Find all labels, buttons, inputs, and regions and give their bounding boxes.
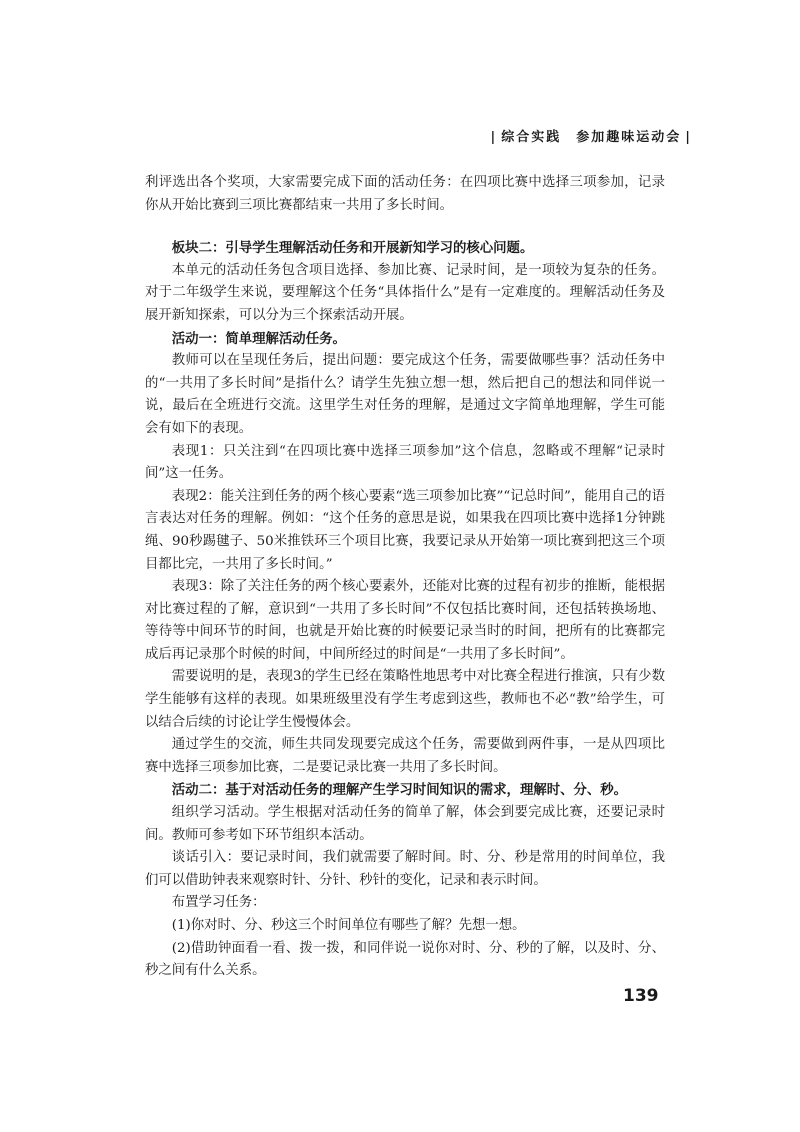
paragraph: 教师可以在呈现任务后，提出问题：要完成这个任务，需要做哪些事？活动任务中的“一共用了多长时间”是指什么？请学生先独立想一想，然后把自己的想法和同伴说一说，最后在全班进行交流。这里学生对任务的理解，是通过文字简单地理解，学生可能会有如下的表现。 [145, 353, 665, 436]
header-title: 综合实践 参加趣味运动会 [501, 130, 682, 145]
paragraph: 表现3：除了关注任务的两个核心要素外，还能对比赛的过程有初步的推断，能根据对比赛过程的了解，意识到“一共用了多长时间”不仅包括比赛时间，还包括转换场地、等待等中间环节的时间，也就是开始比赛的时候要记录当时的时间，把所有的比赛都完成后再记录那个时候的时间，中间所经过的时间是“一共用了多长时间”。 [145, 579, 665, 662]
header-right-bar: | [685, 130, 692, 145]
paragraph-continuation: 利评选出各个奖项，大家需要完成下面的活动任务：在四项比赛中选择三项参加，记录你从开始比赛到三项比赛都结束一共用了多长时间。 [145, 175, 665, 213]
section-gap [145, 217, 665, 237]
activity-heading: 活动一：简单理解活动任务。 [171, 330, 346, 347]
page-number: 139 [623, 986, 659, 1006]
activity-heading: 活动二：基于对活动任务的理解产生学习时间知识的需求，理解时、分、秒。 [171, 782, 628, 799]
header-left-bar: | [490, 130, 498, 145]
paragraph: 需要说明的是，表现3的学生已经在策略性地思考中对比赛全程进行推演，只有少数学生能够有这样的表现。如果班级里没有学生考虑到这些，教师也不必“教”给学生，可以结合后续的讨论让学生慢慢体会。 [145, 669, 665, 730]
paragraph: 表现1：只关注到“在四项比赛中选择三项参加”这个信息，忽略或不理解“记录时间”这一任务。 [145, 443, 665, 482]
paragraph: 谈话引入：要记录时间，我们就需要了解时间。时、分、秒是常用的时间单位，我们可以借助钟表来观察时针、分针、秒针的变化，记录和表示时间。 [145, 850, 665, 888]
list-item: (2)借助钟面看一看、拨一拨，和同伴说一说你对时、分、秒的了解，以及时、分、秒之间有什么关系。 [145, 940, 665, 979]
paragraph: 表现2：能关注到任务的两个核心要素“选三项参加比赛”“记总时间”，能用自己的语言表达对任务的理解。例如：“这个任务的意思是说，如果我在四项比赛中选择1分钟跳绳、90秒踢毽子、50米推铁环三个项目比赛，我要记录从开始第一项比赛到把这三个项目都比完，一共用了多长时间。” [145, 488, 665, 572]
paragraph: 组织学习活动。学生根据对活动任务的简单了解，体会到要完成比赛，还要记录时间。教师可参考如下环节组织本活动。 [145, 805, 665, 843]
paragraph: 本单元的活动任务包含项目选择、参加比赛、记录时间，是一项较为复杂的任务。对于二年级学生来说，要理解这个任务“具体指什么”是有一定难度的。理解活动任务及展开新知探索，可以分为三个探索活动开展。 [145, 262, 665, 323]
body-text [145, 172, 665, 983]
running-header [487, 126, 696, 145]
section-heading: 板块二：引导学生理解活动任务和开展新知学习的核心问题。 [171, 240, 534, 257]
paragraph: 布置学习任务： [171, 895, 266, 911]
list-item: (1)你对时、分、秒这三个时间单位有哪些了解？先想一想。 [171, 918, 526, 933]
paragraph: 通过学生的交流，师生共同发现要完成这个任务，需要做到两件事，一是从四项比赛中选择三项参加比赛，二是要记录比赛一共用了多长时间。 [145, 737, 665, 775]
